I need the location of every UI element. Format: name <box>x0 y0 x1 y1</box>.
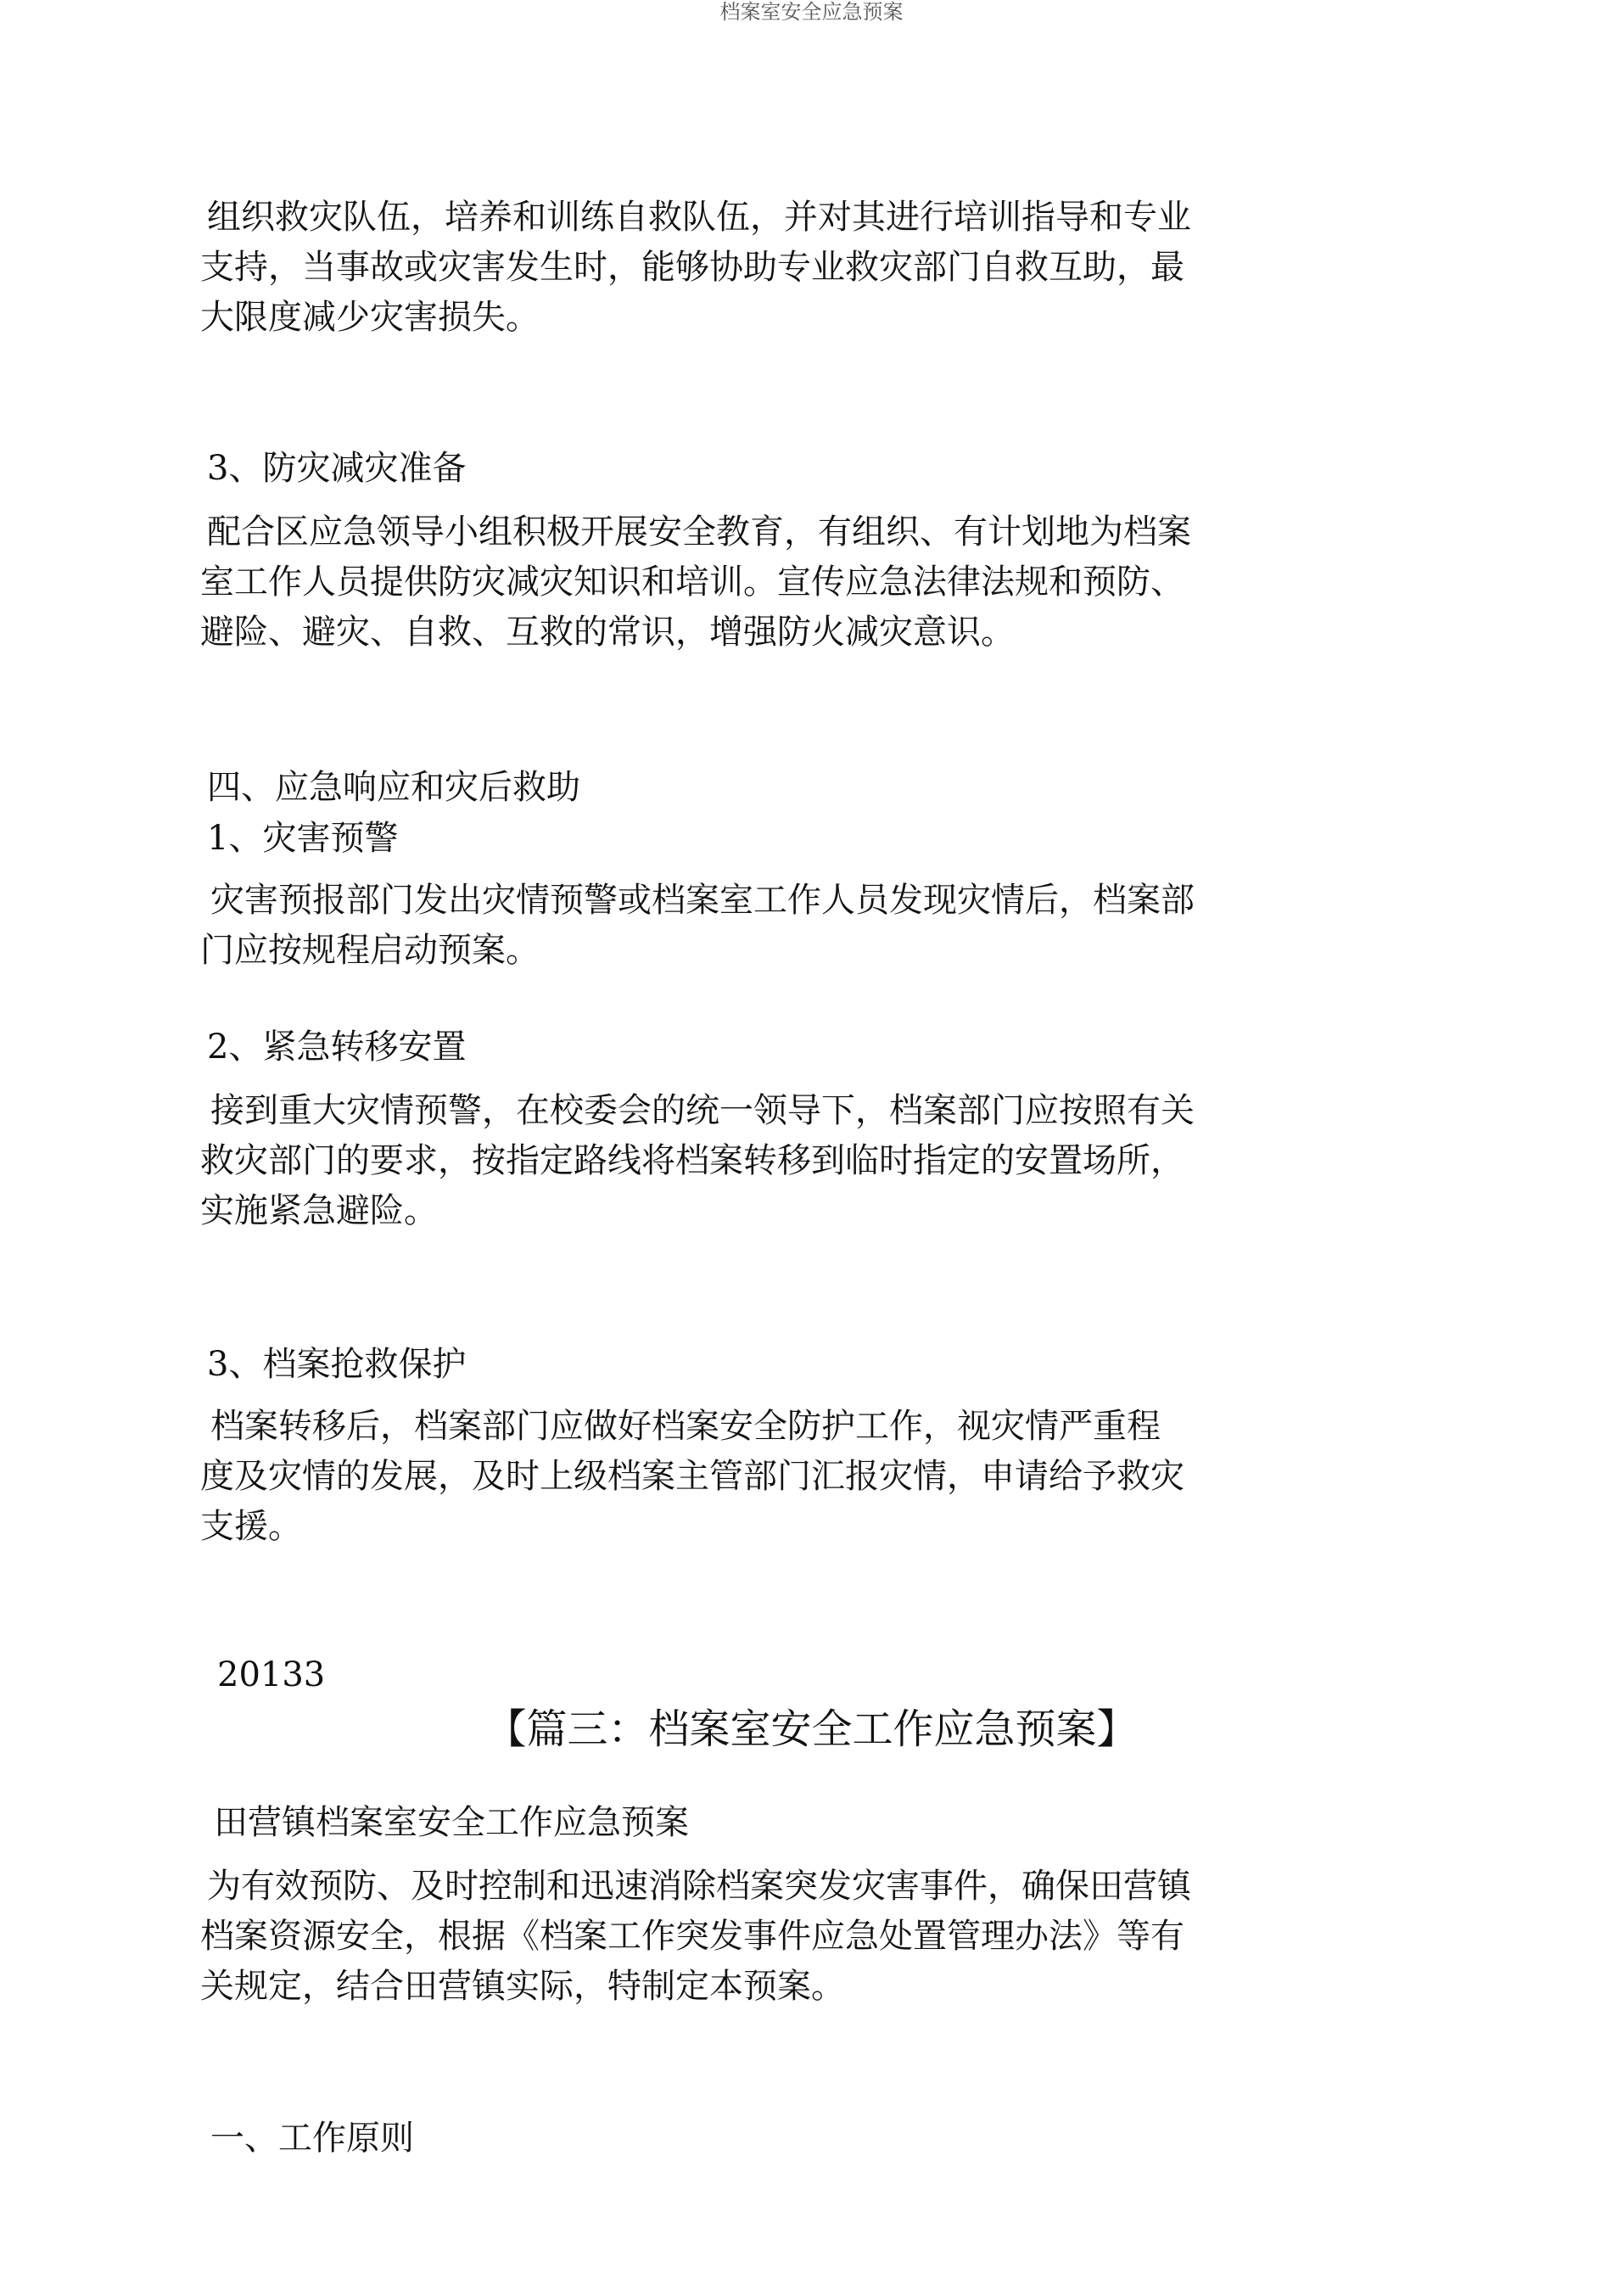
heading-archive-rescue: 3、档案抢救保护 <box>207 1345 467 1384</box>
text-line: 救灾部门的要求，按指定路线将档案转移到临时指定的安置场所， <box>200 1141 1184 1180</box>
text-line: 支持，当事故或灾害发生时，能够协助专业救灾部门自救互助，最 <box>200 248 1184 287</box>
heading-prevention-prep: 3、防灾减灾准备 <box>207 449 467 488</box>
document-title: 田营镇档案室安全工作应急预案 <box>214 1803 689 1842</box>
heading-disaster-warning: 1、灾害预警 <box>207 819 399 858</box>
date-text: 20133 <box>217 1655 326 1694</box>
text-line: 档案转移后，档案部门应做好档案安全防护工作，视灾情严重程 <box>210 1407 1161 1446</box>
text-line: 实施紧急避险。 <box>200 1191 438 1230</box>
text-line: 配合区应急领导小组积极开展安全教育，有组织、有计划地为档案 <box>207 512 1191 552</box>
text-line: 关规定，结合田营镇实际，特制定本预案。 <box>200 1967 845 2006</box>
text-line: 组织救灾队伍，培养和训练自救队伍，并对其进行培训指导和专业 <box>207 198 1191 237</box>
paragraph-rescue <box>200 1402 1184 1552</box>
text-line: 室工作人员提供防灾减灾知识和培训。宣传应急法律法规和预防、 <box>200 563 1184 602</box>
text-line: 门应按规程启动预案。 <box>200 931 540 970</box>
heading-emergency-relocation: 2、紧急转移安置 <box>207 1028 467 1067</box>
paragraph-relocation <box>200 1086 1195 1236</box>
paragraph-team <box>200 193 1191 343</box>
heading-emergency-response: 四、应急响应和灾后救助 <box>207 768 580 807</box>
text-line: 档案资源安全，根据《档案工作突发事件应急处置管理办法》等有 <box>200 1917 1184 1956</box>
text-line: 度及灾情的发展，及时上级档案主管部门汇报灾情，申请给予救灾 <box>200 1457 1184 1496</box>
text-line: 避险、避灾、自救、互救的常识，增强防火减灾意识。 <box>200 613 1015 652</box>
section-title: 【篇三：档案室安全工作应急预案】 <box>485 1705 1138 1753</box>
text-line: 为有效预防、及时控制和迅速消除档案突发灾害事件，确保田营镇 <box>207 1867 1191 1906</box>
heading-work-principles: 一、工作原则 <box>210 2119 414 2158</box>
text-line: 接到重大灾情预警，在校委会的统一领导下，档案部门应按照有关 <box>210 1091 1195 1130</box>
text-line: 支援。 <box>200 1507 302 1546</box>
paragraph-intro <box>200 1862 1191 2012</box>
text-line: 灾害预报部门发出灾情预警或档案室工作人员发现灾情后，档案部 <box>210 881 1195 920</box>
running-header: 档案室安全应急预案 <box>719 0 904 24</box>
text-line: 大限度减少灾害损失。 <box>200 298 540 337</box>
paragraph-warning <box>200 876 1195 976</box>
paragraph-prevention <box>200 507 1191 658</box>
